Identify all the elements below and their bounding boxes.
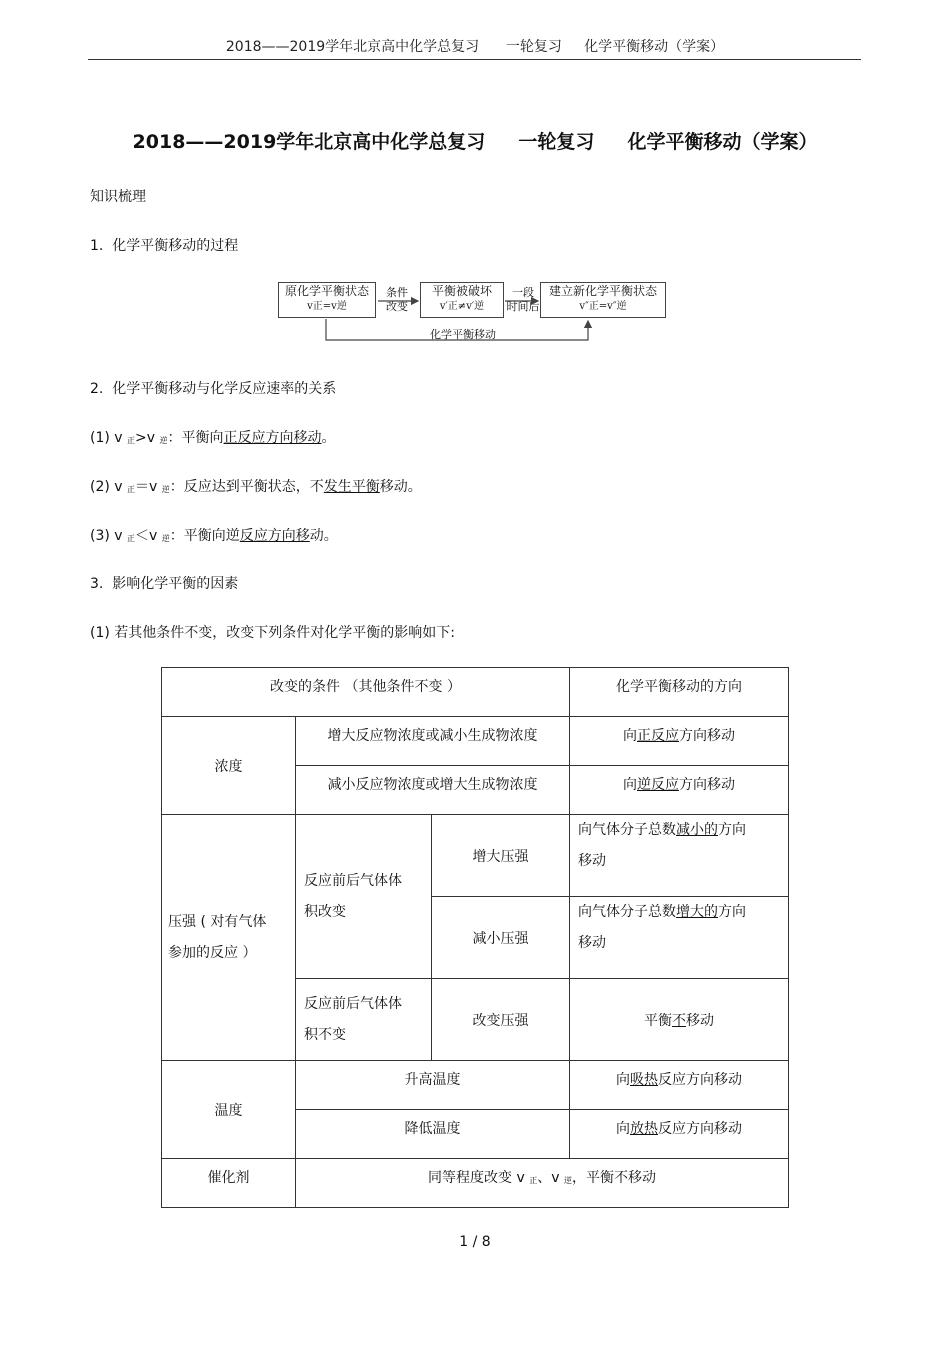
item1-text: ：平衡向 bbox=[167, 430, 224, 446]
dir-answer: 吸热 bbox=[630, 1072, 658, 1088]
dir-answer: 不 bbox=[672, 1012, 686, 1029]
factor-pressure bbox=[162, 815, 296, 1061]
dir-text: 移动 bbox=[578, 853, 606, 869]
arrow2-top: 一段 bbox=[512, 286, 534, 299]
header-condition: 改变的条件 （其他条件不变 ） bbox=[162, 668, 570, 717]
dir-text: 方向移动 bbox=[679, 777, 735, 793]
dir-text: 向气体分子总数 bbox=[578, 822, 676, 838]
item1-sub-b: 逆 bbox=[159, 436, 168, 445]
volume-change-cell bbox=[296, 815, 432, 979]
dir-answer: 放热 bbox=[630, 1121, 658, 1137]
relation-item-2 bbox=[90, 476, 422, 496]
increase-pressure: 增大压强 bbox=[432, 815, 570, 897]
running-header: 2018——2019学年北京高中化学总复习 一轮复习 化学平衡移动（学案） bbox=[225, 39, 725, 55]
volume-same-a: 反应前后气体体 bbox=[304, 995, 402, 1012]
item2-prefix: (2) v bbox=[90, 479, 128, 495]
dir-answer: 增大的 bbox=[676, 904, 718, 920]
dir-text: 方向移动 bbox=[679, 728, 735, 744]
arrow1-bottom: 改变 bbox=[386, 300, 408, 313]
item3-prefix: (3) v bbox=[90, 528, 128, 544]
equilibrium-shift-diagram bbox=[278, 282, 668, 348]
volume-same-cell bbox=[296, 979, 432, 1061]
conc-increase-direction bbox=[570, 717, 789, 766]
item1-sub-a: 正 bbox=[127, 436, 136, 445]
dir-answer: 减小的 bbox=[676, 822, 718, 838]
item3-mid: ＜v bbox=[135, 528, 162, 544]
conc-decrease-direction bbox=[570, 766, 789, 815]
cat-sub: 正 bbox=[529, 1176, 538, 1185]
factor-catalyst: 催化剂 bbox=[162, 1159, 296, 1208]
dir-text: 方向 bbox=[718, 904, 746, 920]
volume-same-b: 积不变 bbox=[304, 1026, 346, 1043]
cat-text: 同等程度改变 v bbox=[428, 1170, 530, 1186]
arrow2-bottom: 时间后 bbox=[506, 300, 540, 313]
factors-table bbox=[161, 667, 789, 1208]
section-3-sub-1: (1) 若其他条件不变，改变下列条件对化学平衡的影响如下: bbox=[90, 625, 455, 641]
dir-text: 向 bbox=[623, 777, 637, 793]
conc-decrease-condition: 减小反应物浓度或增大生成物浓度 bbox=[296, 766, 570, 815]
item3-text: ：平衡向逆 bbox=[169, 528, 240, 544]
table-header-row bbox=[162, 668, 789, 717]
header-direction: 化学平衡移动的方向 bbox=[570, 668, 789, 717]
box2-label: 平衡被破坏 bbox=[431, 284, 492, 298]
decrease-pressure: 减小压强 bbox=[432, 897, 570, 979]
factor-concentration: 浓度 bbox=[162, 717, 296, 815]
increase-pressure-direction bbox=[570, 815, 789, 897]
table-row bbox=[162, 815, 789, 897]
item1-prefix: (1) v bbox=[90, 430, 128, 446]
volume-change-a: 反应前后气体体 bbox=[304, 872, 402, 889]
cat-text: ，平衡不移动 bbox=[571, 1170, 656, 1186]
section-3-heading: 3. 影响化学平衡的因素 bbox=[90, 576, 239, 592]
dir-text: 向气体分子总数 bbox=[578, 904, 676, 920]
item3-answer: 反应方向移 bbox=[239, 528, 310, 544]
box3-formula: v″正=v″逆 bbox=[579, 301, 627, 312]
catalyst-effect bbox=[296, 1159, 789, 1208]
change-pressure-direction bbox=[570, 979, 789, 1061]
dir-text: 方向 bbox=[718, 822, 746, 838]
table-row bbox=[162, 717, 789, 766]
dir-text: 平衡 bbox=[644, 1012, 672, 1029]
dir-text: 向 bbox=[616, 1072, 630, 1088]
cat-text: 、v bbox=[537, 1170, 564, 1186]
dir-text: 反应方向移动 bbox=[658, 1121, 742, 1137]
header-rule bbox=[88, 59, 861, 60]
item1-mid: >v bbox=[135, 430, 160, 446]
item2-sub-b: 逆 bbox=[161, 485, 170, 494]
dir-text: 向 bbox=[623, 728, 637, 744]
section-2-heading: 2. 化学平衡移动与化学反应速率的关系 bbox=[90, 381, 337, 397]
box2-formula: v′正≠v′逆 bbox=[439, 301, 485, 312]
table-row bbox=[162, 1061, 789, 1110]
table-row bbox=[162, 1159, 789, 1208]
item2-sub-a: 正 bbox=[127, 485, 136, 494]
item3-sub-b: 逆 bbox=[161, 534, 170, 543]
box3-label: 建立新化学平衡状态 bbox=[548, 284, 657, 298]
arrow1-top: 条件 bbox=[386, 286, 408, 299]
raise-temperature-direction bbox=[570, 1061, 789, 1110]
item2-answer: 发生平衡 bbox=[323, 479, 380, 495]
dir-text: 反应方向移动 bbox=[658, 1072, 742, 1088]
pressure-label-b: 参加的反应 ） bbox=[168, 944, 257, 961]
dir-text: 向 bbox=[616, 1121, 630, 1137]
item3-end: 动。 bbox=[309, 528, 338, 544]
relation-item-3 bbox=[90, 525, 338, 545]
item2-end: 移动。 bbox=[379, 479, 422, 495]
conc-increase-condition: 增大反应物浓度或减小生成物浓度 bbox=[296, 717, 570, 766]
page-number: 1 / 8 bbox=[459, 1234, 491, 1250]
dir-text: 移动 bbox=[686, 1012, 714, 1029]
factor-temperature: 温度 bbox=[162, 1061, 296, 1159]
pressure-label-a: 压强 ( 对有气体 bbox=[168, 913, 267, 930]
relation-item-1 bbox=[90, 427, 336, 447]
loop-label: 化学平衡移动 bbox=[430, 328, 496, 341]
item3-sub-a: 正 bbox=[127, 534, 136, 543]
lower-temperature-direction bbox=[570, 1110, 789, 1159]
page-title: 2018——2019学年北京高中化学总复习 一轮复习 化学平衡移动（学案） bbox=[132, 131, 818, 153]
item1-end: 。 bbox=[321, 430, 336, 446]
change-pressure: 改变压强 bbox=[432, 979, 570, 1061]
dir-answer: 逆反应 bbox=[637, 777, 679, 793]
cat-sub: 逆 bbox=[563, 1176, 572, 1185]
decrease-pressure-direction bbox=[570, 897, 789, 979]
section-1-heading: 1. 化学平衡移动的过程 bbox=[90, 238, 239, 254]
item1-answer: 正反应方向移动 bbox=[223, 430, 322, 446]
dir-text: 移动 bbox=[578, 935, 606, 951]
box1-formula: v正=v逆 bbox=[307, 301, 347, 312]
dir-answer: 正反应 bbox=[637, 728, 679, 744]
item2-text: ：反应达到平衡状态，不 bbox=[169, 479, 324, 495]
item2-mid: ＝v bbox=[135, 479, 162, 495]
raise-temperature: 升高温度 bbox=[296, 1061, 570, 1110]
volume-change-b: 积改变 bbox=[304, 903, 346, 920]
box1-label: 原化学平衡状态 bbox=[284, 284, 369, 298]
section-label: 知识梳理 bbox=[90, 189, 146, 205]
lower-temperature: 降低温度 bbox=[296, 1110, 570, 1159]
